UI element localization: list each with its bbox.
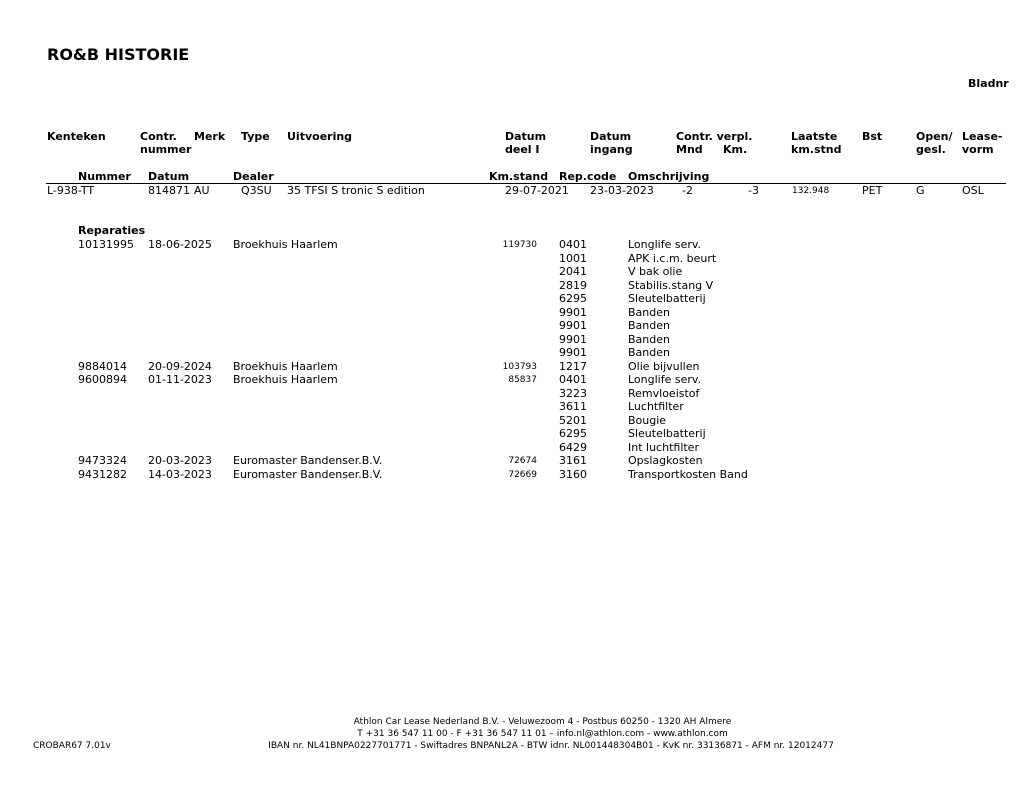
vehicle-type: Q3SU (241, 184, 272, 197)
header-mnd: Mnd (676, 143, 703, 156)
repair-code: 2041 (559, 265, 587, 278)
header-gesl: gesl. (916, 143, 946, 156)
repair-code: 9901 (559, 346, 587, 359)
repair-description: Opslagkosten (628, 454, 703, 467)
header-kmstnd: km.stnd (791, 143, 842, 156)
repair-code: 6295 (559, 427, 587, 440)
repair-kmstand: 72674 (508, 456, 537, 466)
repair-number: 10131995 (78, 238, 134, 251)
repair-code: 3611 (559, 400, 587, 413)
vehicle-datum-ingang: 23-03-2023 (590, 184, 654, 197)
subheader-repcode: Rep.code (559, 170, 617, 183)
header-laatste: Laatste (791, 130, 838, 143)
subheader-dealer: Dealer (233, 170, 274, 183)
repair-description: Longlife serv. (628, 373, 702, 386)
repair-description: Remvloeistof (628, 386, 700, 400)
header-km: Km. (723, 143, 748, 156)
header-datum-deel: Datum (505, 130, 547, 143)
reparaties-heading: Reparaties (78, 224, 146, 237)
header-lease: Lease- (962, 130, 1003, 143)
repair-number: 9473324 (78, 454, 127, 467)
repair-description: Transportkosten Band (628, 467, 748, 481)
repair-dealer: Broekhuis Haarlem (233, 373, 338, 386)
vehicle-bst: PET (862, 184, 883, 197)
repair-code: 6429 (559, 440, 587, 454)
repair-description: Stabilis.stang V (628, 278, 714, 292)
repair-description: Banden (628, 346, 670, 359)
repair-dealer: Broekhuis Haarlem (233, 238, 338, 251)
repair-dealer: Euromaster Bandenser.B.V. (233, 454, 383, 467)
repair-date: 14-03-2023 (148, 467, 212, 481)
repair-date: 18-06-2025 (148, 238, 212, 251)
repair-description: Int luchtfilter (628, 440, 699, 454)
repair-description: Banden (628, 305, 670, 319)
vehicle-mnd: -2 (682, 184, 693, 197)
repair-description: Luchtfilter (628, 400, 684, 413)
header-deel-i: deel I (505, 143, 540, 156)
repair-number: 9431282 (78, 467, 127, 481)
header-contr-verpl: Contr. verpl. (676, 130, 753, 143)
repair-kmstand: 119730 (502, 240, 537, 250)
header-kenteken: Kenteken (47, 130, 106, 143)
repair-kmstand: 72669 (508, 469, 537, 480)
repair-date: 20-09-2024 (148, 359, 212, 373)
header-bst: Bst (862, 130, 883, 143)
header-datum-ingang: Datum (590, 130, 632, 143)
repair-date: 20-03-2023 (148, 454, 212, 467)
vehicle-lease-vorm: OSL (962, 184, 984, 197)
repair-code: 3223 (559, 386, 587, 400)
vehicle-merk: AU (194, 184, 210, 197)
form-code: CROBAR67 7.01v (33, 741, 111, 751)
repair-description: V bak olie (628, 265, 683, 278)
header-vorm: vorm (962, 143, 994, 156)
repair-description: Bougie (628, 413, 667, 427)
subheader-kmstand: Km.stand (489, 170, 549, 183)
repair-description: Longlife serv. (628, 238, 702, 251)
subheader-nummer: Nummer (78, 170, 131, 183)
repair-kmstand: 85837 (508, 375, 537, 385)
vehicle-datum-deel: 29-07-2021 (505, 184, 569, 197)
repair-code: 3160 (559, 467, 587, 481)
repair-description: Sleutelbatterij (628, 292, 706, 305)
page-title: RO&B HISTORIE (47, 45, 190, 64)
repair-code: 2819 (559, 278, 587, 292)
subheader-omschrijving: Omschrijving (628, 170, 710, 183)
repair-description: Sleutelbatterij (628, 427, 706, 440)
header-open: Open/ (916, 130, 953, 143)
footer-bank-details: IBAN nr. NL41BNPA0227701771 - Swiftadres BNPANL2A - BTW idnr. NL001448304B01 - KvK nr. 33136871 - AFM nr. 12012477 (268, 741, 834, 751)
repair-date: 01-11-2023 (148, 373, 212, 386)
repair-number: 9884014 (78, 359, 127, 373)
repair-code: 0401 (559, 373, 587, 386)
vehicle-laatste-kmstnd: 132.948 (792, 186, 830, 196)
repair-code: 6295 (559, 292, 587, 305)
header-ingang: ingang (590, 143, 633, 156)
vehicle-km: -3 (748, 184, 759, 197)
repair-dealer: Euromaster Bandenser.B.V. (233, 467, 383, 481)
repair-description: APK i.c.m. beurt (628, 251, 717, 265)
repair-code: 9901 (559, 332, 587, 346)
header-uitvoering: Uitvoering (287, 130, 353, 143)
repair-description: Banden (628, 319, 670, 332)
repair-dealer: Broekhuis Haarlem (233, 359, 338, 373)
vehicle-open-gesl: G (916, 184, 925, 197)
vehicle-contract: 814871 (148, 184, 190, 197)
repair-number: 9600894 (78, 373, 127, 386)
repair-code: 1001 (559, 251, 587, 265)
repair-code: 3161 (559, 454, 587, 467)
repair-description: Olie bijvullen (628, 359, 700, 373)
footer-contact: T +31 36 547 11 00 - F +31 36 547 11 01 – info.nl@athlon.com - www.athlon.com (357, 729, 728, 739)
header-nummer: nummer (140, 143, 192, 156)
header-type: Type (241, 130, 270, 143)
repair-description: Banden (628, 332, 670, 346)
subheader-datum: Datum (148, 170, 190, 183)
vehicle-kenteken: L-938-TT (47, 184, 95, 197)
vehicle-uitvoering: 35 TFSI S tronic S edition (287, 184, 425, 197)
header-contr: Contr. (140, 130, 177, 143)
repair-code: 0401 (559, 238, 587, 251)
bladnr-label: Bladnr (968, 77, 1009, 90)
repair-code: 9901 (559, 305, 587, 319)
repair-code: 5201 (559, 413, 587, 427)
footer-address: Athlon Car Lease Nederland B.V. - Veluwezoom 4 - Postbus 60250 - 1320 AH Almere (353, 717, 732, 727)
repair-kmstand: 103793 (502, 361, 537, 372)
repair-code: 9901 (559, 319, 587, 332)
header-merk: Merk (194, 130, 226, 143)
repair-code: 1217 (559, 359, 587, 373)
